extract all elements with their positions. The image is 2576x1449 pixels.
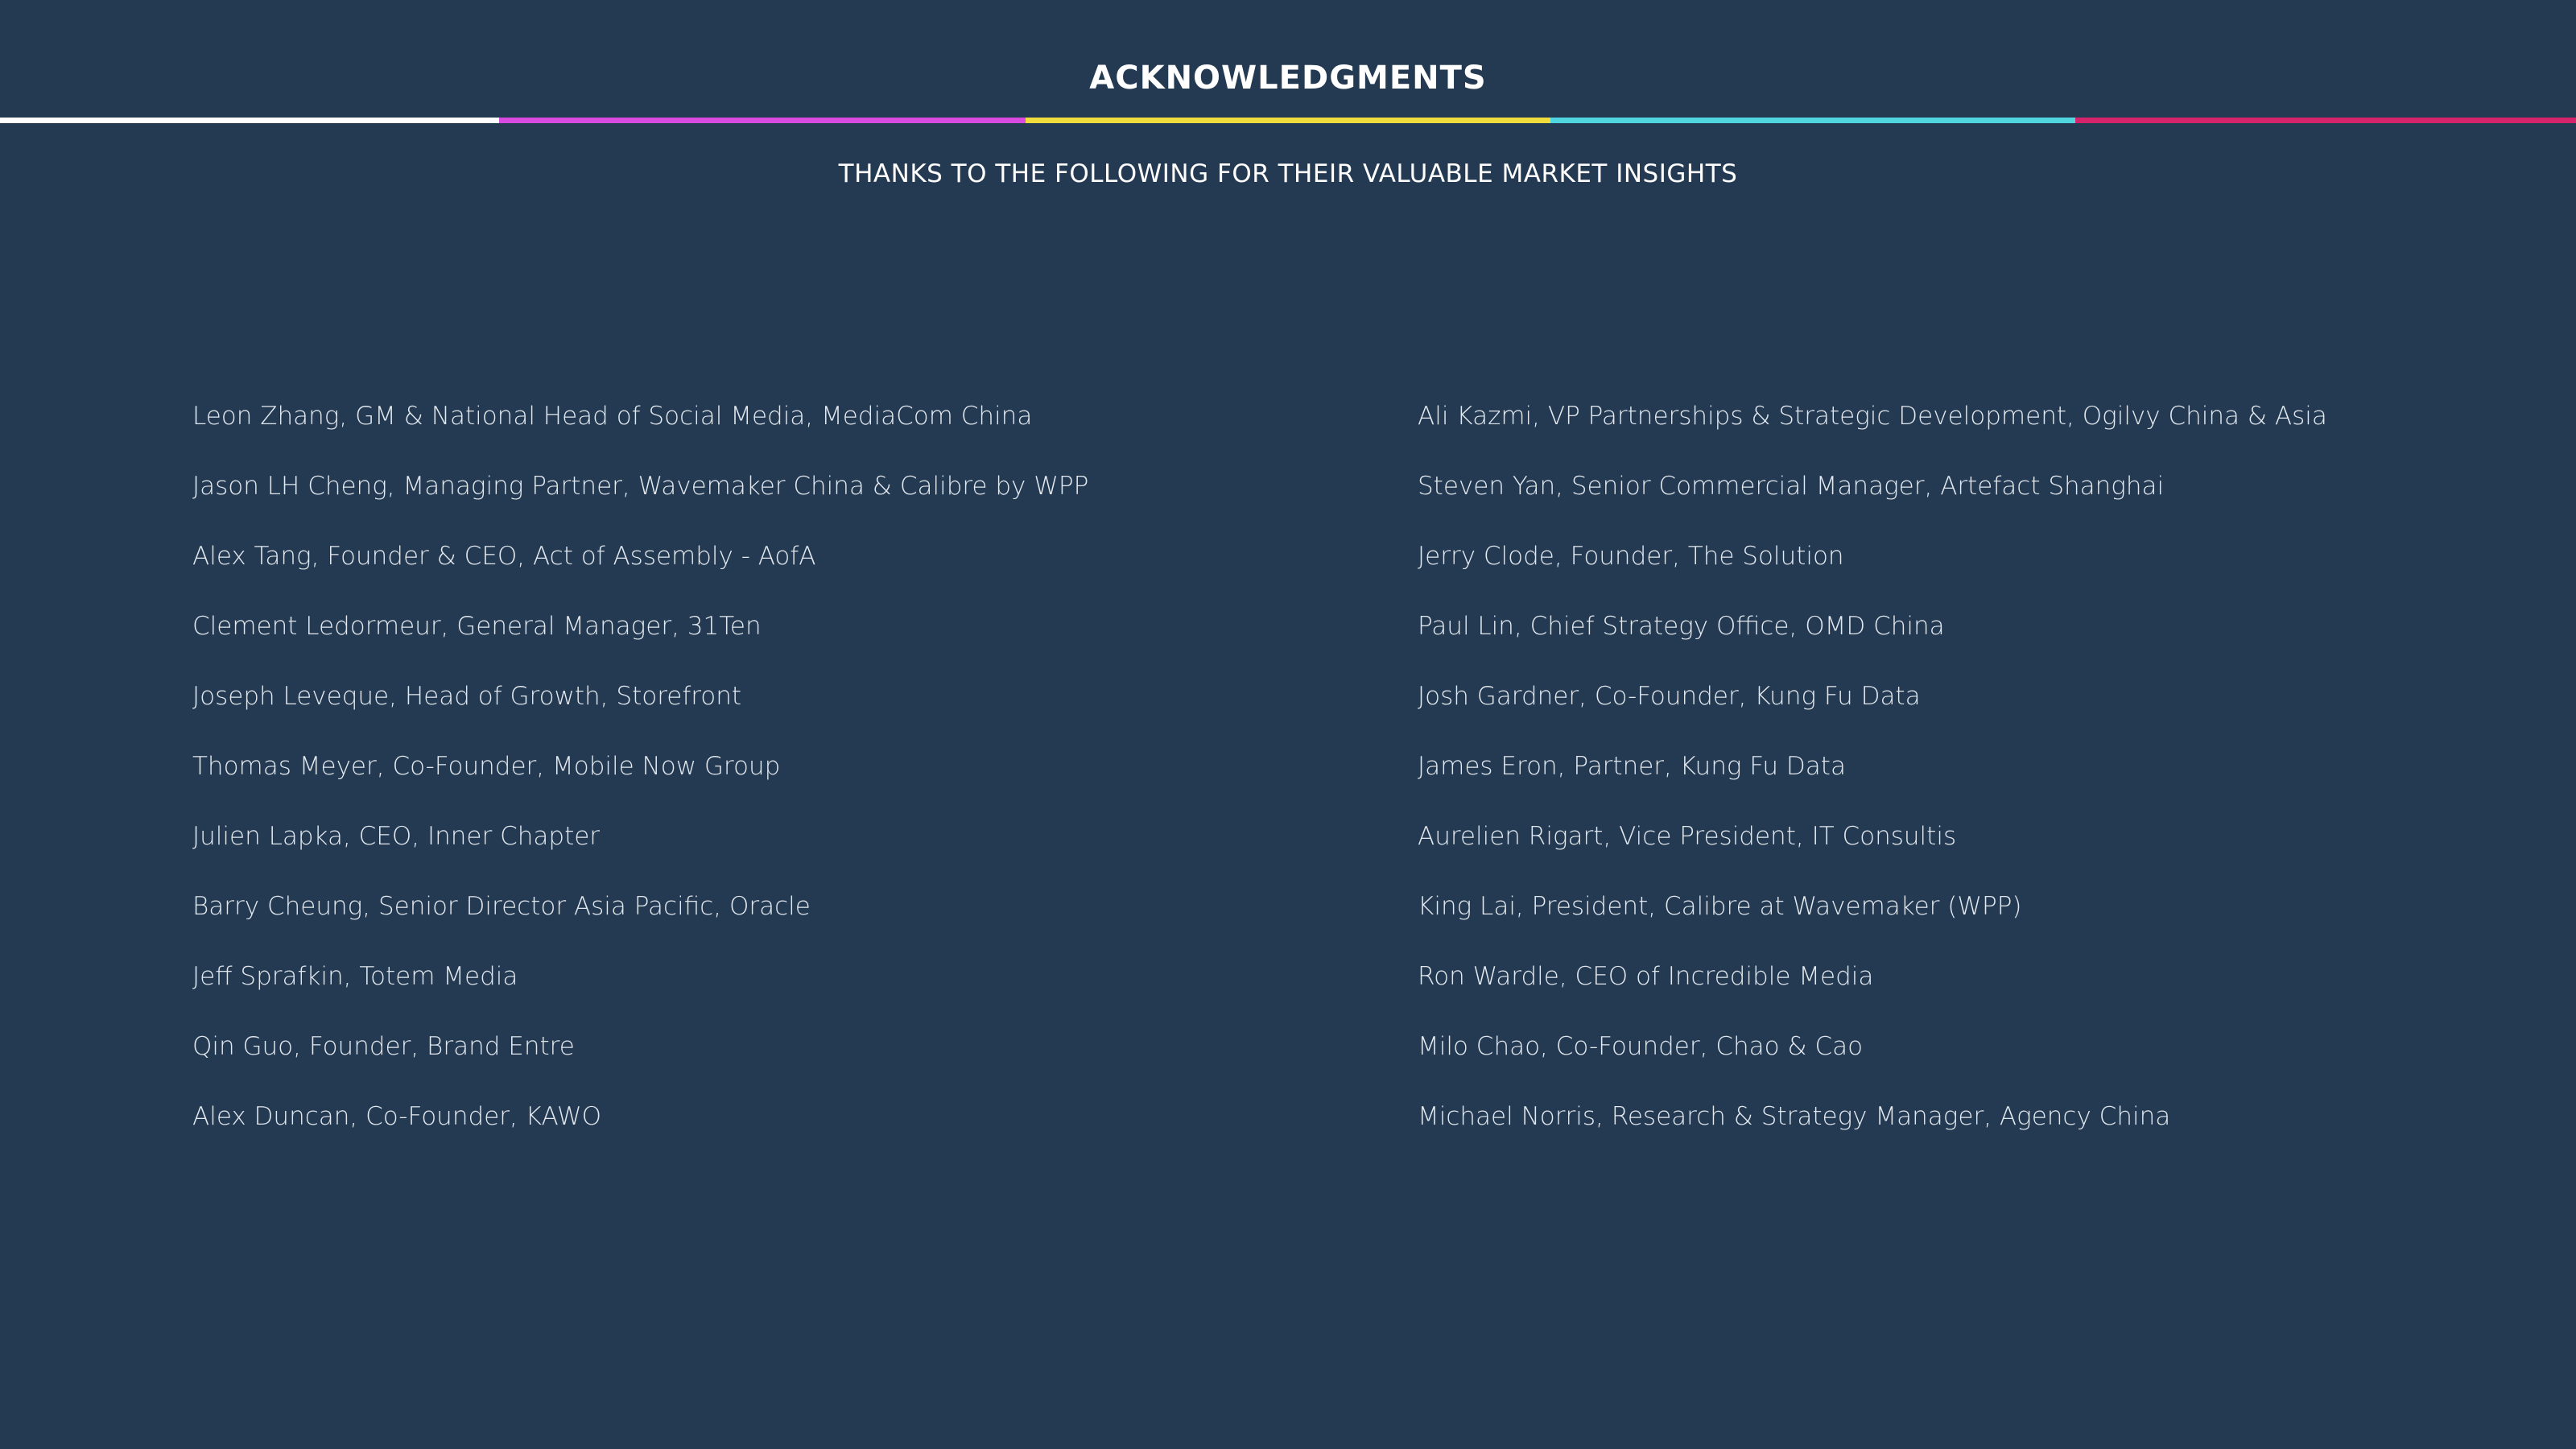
acknowledgment-item: Paul Lin, Chief Strategy Office, OMD China <box>1418 612 1945 641</box>
acknowledgment-list-left <box>192 398 1360 1168</box>
acknowledgment-item: Jeff Sprafkin, Totem Media <box>192 962 518 991</box>
acknowledgment-item: Thomas Meyer, Co-Founder, Mobile Now Group <box>192 752 781 781</box>
acknowledgment-item: Milo Chao, Co-Founder, Chao & Cao <box>1418 1032 1864 1061</box>
stripe-segment-yellow <box>1026 118 1550 123</box>
stripe-segment-magenta <box>499 118 1026 123</box>
page-subtitle: THANKS TO THE FOLLOWING FOR THEIR VALUABLE MARKET INSIGHTS <box>838 159 1738 188</box>
acknowledgment-item: Jerry Clode, Founder, The Solution <box>1418 542 1844 571</box>
stripe-segment-cyan <box>1550 118 2075 123</box>
acknowledgment-item: Alex Tang, Founder & CEO, Act of Assembly - AofA <box>192 542 816 571</box>
acknowledgment-item: Josh Gardner, Co-Founder, Kung Fu Data <box>1418 682 1921 711</box>
acknowledgment-item: James Eron, Partner, Kung Fu Data <box>1418 752 1846 781</box>
color-stripe <box>0 118 2576 123</box>
acknowledgment-item: Jason LH Cheng, Managing Partner, Wavemaker China & Calibre by WPP <box>192 472 1089 501</box>
acknowledgment-item: Alex Duncan, Co-Founder, KAWO <box>192 1102 602 1131</box>
acknowledgment-item: Michael Norris, Research & Strategy Manager, Agency China <box>1418 1102 2171 1131</box>
acknowledgment-item: Ron Wardle, CEO of Incredible Media <box>1418 962 1874 991</box>
acknowledgment-item: Ali Kazmi, VP Partnerships & Strategic Development, Ogilvy China & Asia <box>1418 402 2327 431</box>
acknowledgment-item: Clement Ledormeur, General Manager, 31Ten <box>192 612 762 641</box>
page-title: ACKNOWLEDGMENTS <box>1089 60 1487 97</box>
acknowledgment-item: Qin Guo, Founder, Brand Entre <box>192 1032 575 1061</box>
stripe-segment-white <box>0 118 499 123</box>
acknowledgment-item: Aurelien Rigart, Vice President, IT Consultis <box>1418 822 1957 851</box>
acknowledgment-item: Barry Cheung, Senior Director Asia Pacific, Oracle <box>192 892 811 921</box>
acknowledgment-item: King Lai, President, Calibre at Wavemaker (WPP) <box>1418 892 2022 921</box>
acknowledgment-item: Leon Zhang, GM & National Head of Social Media, MediaCom China <box>192 402 1033 431</box>
acknowledgment-list-right <box>1418 398 2561 1168</box>
acknowledgment-item: Steven Yan, Senior Commercial Manager, Artefact Shanghai <box>1418 472 2165 501</box>
acknowledgment-item: Joseph Leveque, Head of Growth, Storefront <box>192 682 742 711</box>
acknowledgment-item: Julien Lapka, CEO, Inner Chapter <box>192 822 601 851</box>
stripe-segment-pink <box>2075 118 2576 123</box>
